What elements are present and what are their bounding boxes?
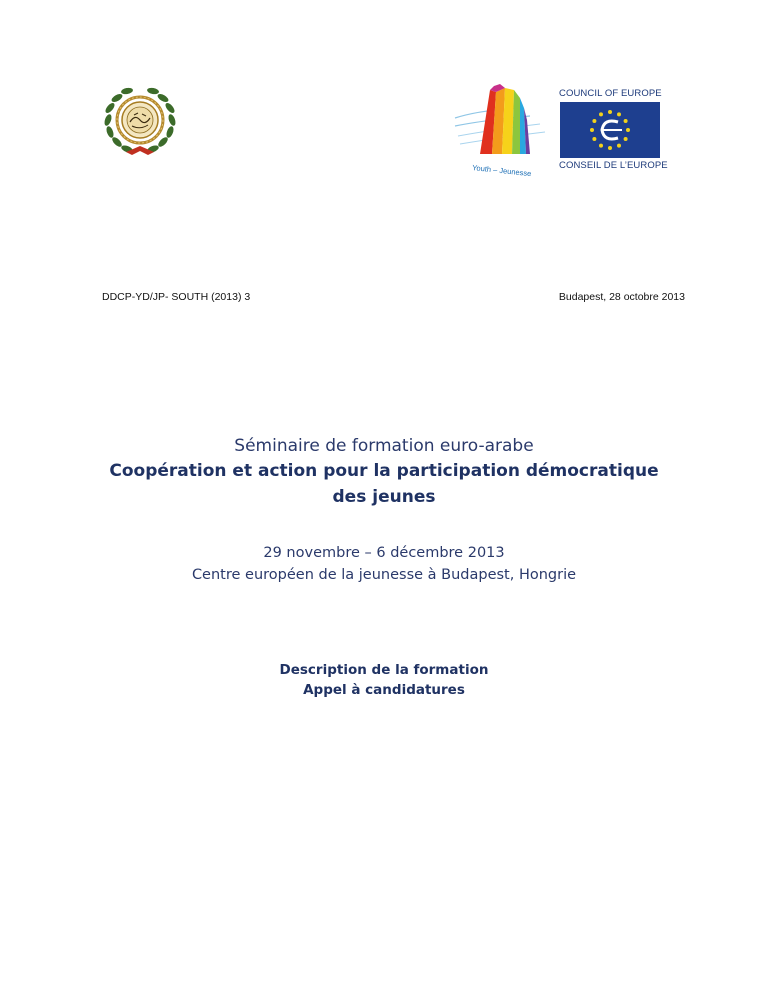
arab-league-emblem-icon [90,80,190,160]
description-line-2: Appel à candidatures [303,682,465,698]
coe-logo-top-text: COUNCIL OF EUROPE [559,88,662,99]
event-dates: 29 novembre – 6 décembre 2013 [263,545,505,561]
document-place-date: Budapest, 28 octobre 2013 [558,291,685,303]
sail-icon [450,80,560,180]
title-line-3: des jeunes [332,487,436,507]
event-venue: Centre européen de la jeunesse à Budapest, Hongrie [191,567,577,583]
document-title [0,434,768,510]
document-description [0,660,768,700]
event-details [0,542,768,586]
title-line-2: Coopération et action pour la participation démocratique [109,461,659,481]
document-reference-code: DDCP-YD/JP- SOUTH (2013) 3 [102,291,251,303]
description-line-1: Description de la formation [279,662,489,678]
coe-logo-bottom-text: CONSEIL DE L’EUROPE [559,160,668,171]
youth-jeunesse-logo [450,80,560,180]
coe-flag [560,102,660,158]
youth-logo-text: Youth – Jeunesse [471,163,532,179]
title-line-1: Séminaire de formation euro-arabe [234,436,534,456]
council-of-europe-logo [555,88,675,174]
eu-stars-icon [560,102,660,158]
arab-league-logo [90,80,190,160]
